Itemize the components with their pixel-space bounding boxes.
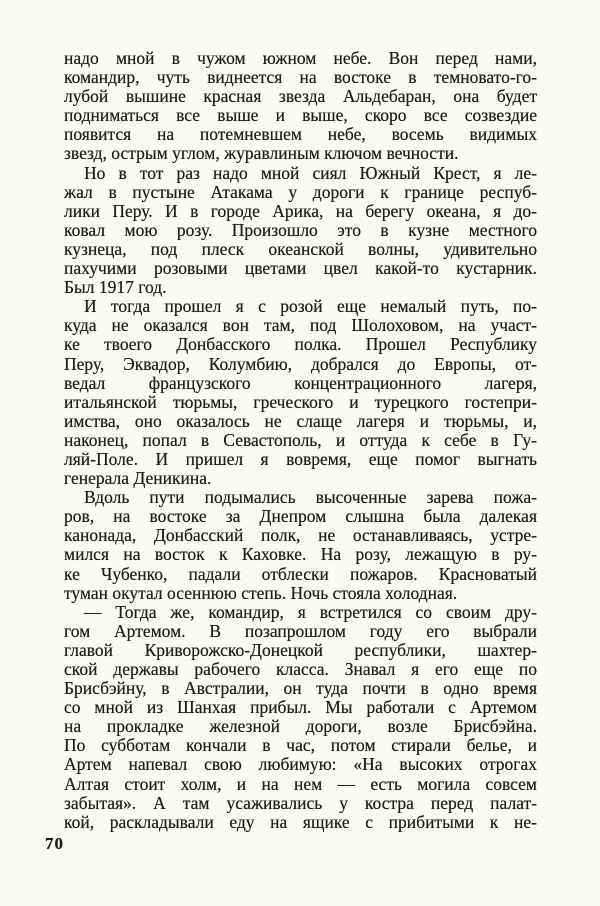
text-line: И тогда прошел я с розой еще немалый путь, по- <box>84 296 537 317</box>
text-line: на прокладке железной дороги, возле Брисбэйна. <box>64 716 537 737</box>
text-line: лики Перу. И в городе Арика, на берегу океана, я до- <box>64 200 537 221</box>
text-line: появится на потемневшем небе, восемь видимых <box>64 124 537 145</box>
text-line: ров, на востоке за Днепром слышна была далекая <box>64 506 537 527</box>
text-line: Был 1917 год. <box>64 277 167 298</box>
text-line: наконец, попал в Севастополь, и оттуда к себе в Гу- <box>64 429 537 450</box>
text-line: туман окутал осеннюю степь. Ночь стояла холодная. <box>64 582 458 603</box>
text-line: подниматься все выше и выше, скоро все созвездие <box>64 105 537 126</box>
text-line: имства, оно оказалось не слаще лагеря и тюрьмы, и, <box>64 410 537 431</box>
text-line: итальянской тюрьмы, греческого и турецкого гостепри- <box>64 391 537 412</box>
text-line: ке Чубенко, падали отблески пожаров. Красноватый <box>64 563 537 584</box>
text-line: главой Криворожско-Донецкой республики, шахтер- <box>64 639 537 660</box>
text-line: Брисбэйну, в Австралии, он туда почти в одно время <box>64 678 537 699</box>
text-line: ской державы рабочего класса. Знавал я его еще по <box>64 659 537 679</box>
text-line: Перу, Эквадор, Колумбию, добрался до Европы, от- <box>64 353 537 374</box>
text-line: гом Артемом. В позапрошлом году его выбрали <box>64 620 537 641</box>
text-line: генерала Деникина. <box>64 468 212 489</box>
text-line: ковал мою розу. Произошло это в кузне местного <box>64 219 537 240</box>
text-line: пахучими розовыми цветами цвел какой-то кустарник. <box>64 258 537 279</box>
text-line: Но в тот раз надо мной сиял Южный Крест, я ле- <box>84 162 537 183</box>
text-line: забытая». А там усаживались у костра перед палат- <box>64 792 537 813</box>
text-line: командир, чуть виднеется на востоке в темновато-го- <box>64 67 537 88</box>
text-line: жал в пустыне Атакама у дороги к границе респуб- <box>64 181 537 202</box>
text-line: Вдоль пути подымались высоченные зарева пожа- <box>84 487 537 508</box>
text-line: канонада, Донбасский полк, не останавливаясь, устре- <box>64 525 537 546</box>
text-line: куда не оказался вон там, под Шолоховом, на участ- <box>64 315 537 336</box>
text-line: Артем напевал свою любимую: «На высоких отрогах <box>64 754 537 775</box>
text-line: звезд, острым углом, журавлиным ключом вечности. <box>64 143 459 164</box>
text-line: кой, раскладывали еду на ящике с прибитыми к не- <box>64 811 537 832</box>
page-text <box>64 49 537 832</box>
text-line: лубой вышине красная звезда Альдебаран, она будет <box>64 86 537 107</box>
text-line: со мной из Шанхая прибыл. Мы работали с Артемом <box>64 697 537 718</box>
page-number: 70 <box>45 834 64 853</box>
text-line: мился на восток к Каховке. На розу, лежащую в ру- <box>64 544 537 565</box>
text-line: По субботам кончали в час, потом стирали белье, и <box>64 735 537 756</box>
text-line: ляй-Поле. И пришел я вовремя, еще помог выгнать <box>64 448 537 469</box>
text-line: — Тогда же, командир, я встретился со своим дру- <box>84 601 537 622</box>
text-line: ке твоего Донбасского полка. Прошел Республику <box>64 334 537 355</box>
text-line: ведал французского концентрационного лагеря, <box>64 372 537 393</box>
text-line: кузнеца, под плеск океанской волны, удивительно <box>64 238 537 259</box>
text-line: Алтая стоит холм, и на нем — есть могила совсем <box>64 773 537 794</box>
text-line: надо мной в чужом южном небе. Вон перед нами, <box>64 48 537 68</box>
